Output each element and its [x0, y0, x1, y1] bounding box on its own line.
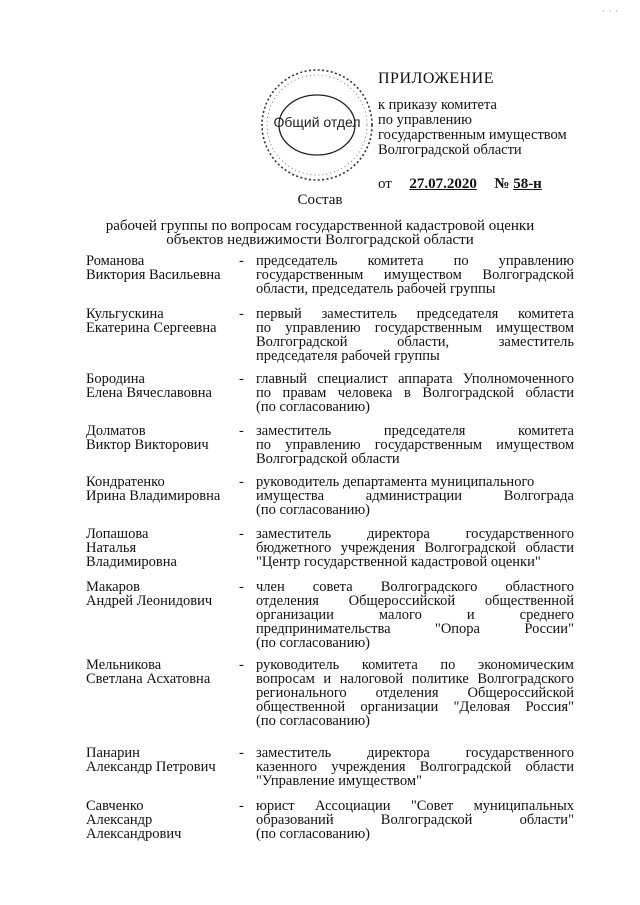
dash-separator: -: [239, 798, 244, 814]
member-role: юрист Ассоциации "Совет муниципальных образований Волгоградской области" (по согласованию): [256, 798, 574, 842]
dash-separator: -: [239, 371, 244, 387]
member-name: Савченко Александр Александрович: [86, 798, 182, 842]
to-order-line: Волгоградской области: [378, 142, 522, 158]
dash-separator: -: [239, 745, 244, 761]
appendix-title: ПРИЛОЖЕНИЕ: [378, 70, 495, 87]
member-name: Панарин Александр Петрович: [86, 745, 216, 775]
order-from-label: от: [378, 176, 392, 192]
member-role: первый заместитель председателя комитета по управлению государственным имуществом Волгоградской области, заместитель председателя рабочей группы: [256, 306, 574, 364]
top-marks: · · ·: [602, 7, 619, 16]
dash-separator: -: [239, 579, 244, 595]
subtitle-line: объектов недвижимости Волгоградской области: [166, 232, 474, 248]
subtitle-line: рабочей группы по вопросам государственной кадастровой оценки: [105, 218, 535, 234]
member-role: заместитель председателя комитета по управлению государственным имуществом Волгоградской области: [256, 423, 574, 467]
dash-separator: -: [239, 474, 244, 490]
order-date: 27.07.2020: [409, 176, 477, 192]
member-name: Бородина Елена Вячеславовна: [86, 371, 212, 401]
order-number: 58-н: [513, 176, 542, 192]
member-name: Кондратенко Ирина Владимировна: [86, 474, 221, 504]
member-role: руководитель комитета по экономическим вопросам и налоговой политике Волгоградского регионального отделения Общероссийской общественной организации "Деловая Россия" (по согласованию): [256, 657, 574, 729]
order-number-label: №: [494, 176, 510, 192]
member-role: председатель комитета по управлению государственным имуществом Волгоградской области, председатель рабочей группы: [256, 253, 574, 297]
member-role: заместитель директора государственного казенного учреждения Волгоградской области "Управление имуществом": [256, 745, 574, 789]
document-title: Состав: [297, 192, 343, 208]
member-name: Романова Виктория Васильевна: [86, 253, 221, 283]
member-name: Мельникова Светлана Асхатовна: [86, 657, 211, 687]
to-order-line: к приказу комитета: [378, 97, 497, 113]
member-role: заместитель директора государственного бюджетного учреждения Волгоградской области "Центр государственной кадастровой оценки": [256, 526, 574, 570]
dash-separator: -: [239, 253, 244, 269]
member-name: Кульгускина Екатерина Сергеевна: [86, 306, 217, 336]
to-order-line: государственным имуществом: [378, 127, 567, 143]
member-role: член совета Волгоградского областного отделения Общероссийской общественной организации малого и среднего предпринимательства "Опора России" (по согласованию): [256, 579, 574, 651]
dash-separator: -: [239, 306, 244, 322]
order-reference: [378, 176, 598, 193]
dash-separator: -: [239, 423, 244, 439]
department-stamp: [258, 66, 376, 184]
to-order-line: по управлению: [378, 112, 473, 128]
member-role: главный специалист аппарата Уполномоченного по правам человека в Волгоградской области (по согласованию): [256, 371, 574, 415]
member-name: Лопашова Наталья Владимировна: [86, 526, 177, 570]
stamp-text: Общий отдел: [273, 114, 361, 130]
member-name: Макаров Андрей Леонидович: [86, 579, 213, 609]
dash-separator: -: [239, 657, 244, 673]
document-subtitle: [0, 219, 640, 247]
member-name: Долматов Виктор Викторович: [86, 423, 209, 453]
member-role: руководитель департамента муниципального имущества администрации Волгограда (по согласованию): [256, 474, 574, 518]
appendix-header: [378, 70, 598, 193]
dash-separator: -: [239, 526, 244, 542]
